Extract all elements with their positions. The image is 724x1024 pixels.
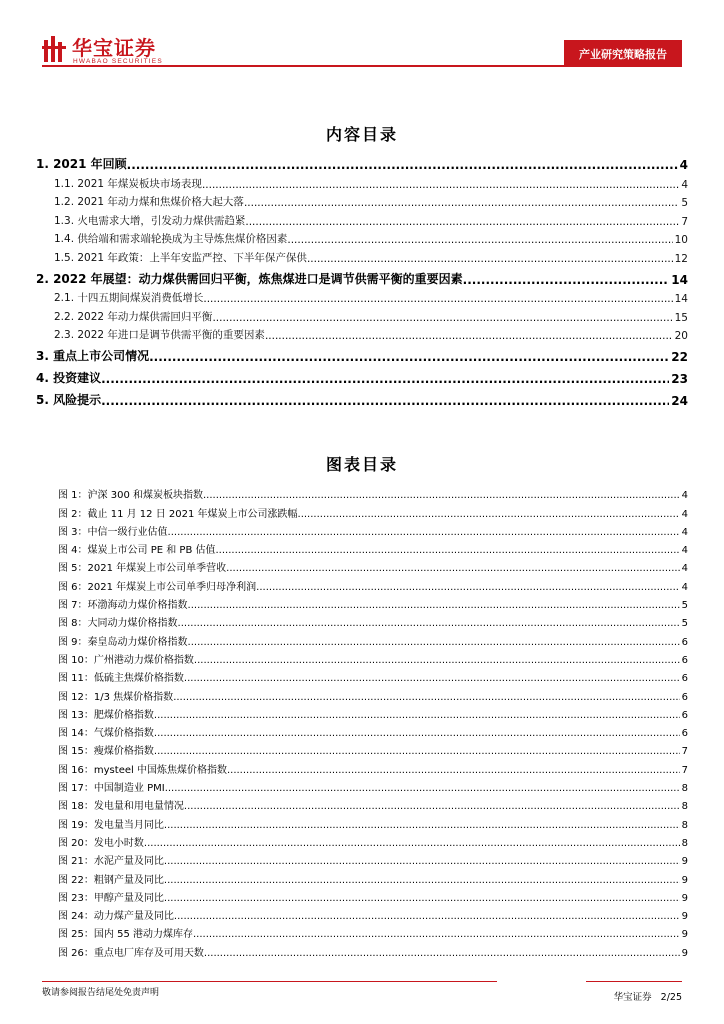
toc-leader-dots — [101, 394, 669, 408]
figure-entry-label: 图 24：动力煤产量及同比 — [58, 911, 174, 923]
figure-leader-dots — [203, 490, 680, 501]
toc-entry-label: 1.2. 2021 年动力煤和焦煤价格大起大落 — [54, 196, 244, 208]
toc-entry-label: 3. 重点上市公司情况 — [36, 349, 150, 363]
toc-entry[interactable] — [36, 172, 688, 191]
footer-disclaimer: 敬请参阅报告结尾处免责声明 — [42, 988, 160, 998]
figure-entry-page: 6 — [681, 636, 688, 648]
toc-entry[interactable] — [36, 386, 688, 408]
figure-entry-label: 图 20：发电小时数 — [58, 837, 144, 849]
figure-leader-dots — [144, 838, 680, 849]
figure-entry-page: 8 — [681, 819, 688, 831]
figure-entry[interactable] — [58, 922, 688, 940]
figure-leader-dots — [178, 618, 680, 629]
toc-leader-dots — [244, 197, 679, 209]
figure-leader-dots — [164, 856, 680, 867]
figure-leader-dots — [154, 710, 680, 721]
figure-entry-page: 9 — [681, 892, 688, 904]
toc-leader-dots — [287, 234, 672, 246]
figure-entry-page: 9 — [681, 874, 688, 886]
footer-company: 华宝证券 — [613, 992, 652, 1003]
figure-entry[interactable] — [58, 940, 688, 958]
toc-leader-dots — [245, 216, 679, 228]
footer-divider-right — [586, 981, 682, 982]
toc-leader-dots — [463, 273, 670, 287]
toc-leader-dots — [265, 330, 673, 342]
figure-entry-label: 图 11：低硫主焦煤价格指数 — [58, 673, 184, 685]
toc-entry-page: 15 — [674, 311, 688, 324]
figure-entry-label: 图 7：环渤海动力煤价格指数 — [58, 600, 188, 612]
logo-text-cn: 华宝证券 — [72, 36, 156, 60]
figure-entry-label: 图 15：瘦煤价格指数 — [58, 746, 154, 758]
toc-entry-label: 1.4. 供给端和需求端轮换成为主导炼焦煤价格因素 — [54, 233, 288, 245]
figure-entry[interactable] — [58, 556, 688, 574]
toc-leader-dots — [101, 372, 669, 386]
footer-divider-left — [42, 981, 497, 982]
figure-entry-label: 图 26：重点电厂库存及可用天数 — [58, 947, 204, 959]
figure-entry-page: 8 — [681, 783, 688, 795]
toc-entry-page: 5 — [681, 197, 688, 209]
figure-leader-dots — [226, 563, 679, 574]
figure-leader-dots — [173, 692, 679, 703]
figure-entry[interactable] — [58, 483, 688, 501]
toc-entry[interactable] — [36, 287, 688, 306]
toc-entry[interactable] — [36, 246, 688, 265]
toc-entry-label: 1.5. 2021 年政策：上半年安监严控、下半年保产保供 — [54, 251, 307, 264]
figure-leader-dots — [168, 527, 680, 538]
toc-entry-page: 4 — [681, 178, 688, 191]
figure-entry-page: 5 — [681, 600, 688, 612]
figure-leader-dots — [216, 545, 680, 556]
figure-entry-label: 图 21：水泥产量及同比 — [58, 856, 164, 868]
figure-entry[interactable] — [58, 520, 688, 538]
figure-leader-dots — [184, 673, 680, 684]
figure-entry-page: 6 — [681, 728, 688, 740]
figure-entry-label: 图 18：发电量和用电量情况 — [58, 801, 184, 813]
figure-entry-label: 图 2：截止 11 月 12 日 2021 年煤炭上市公司涨跌幅 — [58, 508, 298, 520]
toc-entry[interactable] — [36, 209, 688, 228]
figure-entry-page: 4 — [681, 526, 688, 538]
figure-entry-label: 图 10：广州港动力煤价格指数 — [58, 654, 194, 666]
toc-leader-dots — [307, 253, 673, 265]
figure-leader-dots — [184, 801, 680, 812]
figure-entry-page: 4 — [681, 508, 688, 520]
toc-entry[interactable] — [36, 342, 688, 364]
toc-entry-page: 4 — [679, 158, 688, 172]
footer-page-info — [608, 989, 682, 1003]
toc-entry-page: 20 — [674, 330, 688, 342]
logo-mark-icon — [42, 34, 68, 64]
figure-leader-dots — [188, 637, 680, 648]
report-type-tag: 产业研究策略报告 — [564, 40, 682, 67]
figure-entry[interactable] — [58, 831, 688, 849]
figure-entry-page: 6 — [681, 673, 688, 685]
figure-entry[interactable] — [58, 812, 688, 830]
figure-leader-dots — [194, 655, 680, 666]
figure-entry[interactable] — [58, 629, 688, 647]
figure-entry[interactable] — [58, 684, 688, 702]
toc-entry-page: 22 — [671, 350, 688, 364]
figure-leader-dots — [164, 875, 680, 886]
figure-entry-page: 9 — [681, 911, 688, 923]
figure-entry-page: 7 — [681, 764, 688, 776]
header-divider — [42, 65, 682, 67]
figure-entry[interactable] — [58, 721, 688, 739]
figure-leader-dots — [154, 728, 680, 739]
figure-entry[interactable] — [58, 593, 688, 611]
figure-entry[interactable] — [58, 574, 688, 592]
figure-leader-dots — [164, 893, 680, 904]
figure-entry-page: 9 — [681, 856, 688, 868]
toc-entry[interactable] — [36, 191, 688, 210]
page-number: 2/25 — [660, 992, 682, 1003]
figure-leader-dots — [154, 746, 680, 757]
figure-entry-page: 6 — [681, 709, 688, 721]
figure-entry-page: 4 — [681, 490, 688, 502]
figure-entry[interactable] — [58, 757, 688, 775]
figure-leader-dots — [204, 948, 680, 959]
toc-entry-page: 24 — [671, 394, 688, 408]
toc-entry-page: 7 — [681, 215, 688, 228]
figure-entry-label: 图 6：2021 年煤炭上市公司单季归母净利润 — [58, 581, 257, 593]
figure-entry[interactable] — [58, 611, 688, 629]
figure-entry-label: 图 12：1/3 焦煤价格指数 — [58, 691, 174, 703]
figure-entry-label: 图 1：沪深 300 和煤炭板块指数 — [58, 490, 203, 502]
figure-entry[interactable] — [58, 904, 688, 922]
toc-leader-dots — [127, 158, 678, 172]
toc-entry[interactable] — [36, 305, 688, 324]
toc-entry[interactable] — [36, 228, 688, 247]
figures-title: 图表目录 — [325, 455, 398, 474]
figure-entry[interactable] — [58, 648, 688, 666]
figure-entry-page: 4 — [681, 563, 688, 575]
figure-entry[interactable] — [58, 666, 688, 684]
figure-entry[interactable] — [58, 501, 688, 519]
figure-entry-label: 图 5：2021 年煤炭上市公司单季营收 — [58, 563, 227, 575]
figure-entry[interactable] — [58, 794, 688, 812]
figure-leader-dots — [174, 911, 680, 922]
figure-entry-label: 图 23：甲醇产量及同比 — [58, 892, 164, 904]
toc-entry-label: 1. 2021 年回顾 — [36, 157, 127, 171]
figure-entry-label: 图 13：肥煤价格指数 — [58, 709, 154, 721]
toc-entry-page: 14 — [674, 293, 688, 305]
figure-entry-label: 图 22：粗钢产量及同比 — [58, 874, 164, 886]
figure-entry[interactable] — [58, 867, 688, 885]
figure-entry-page: 9 — [681, 947, 688, 959]
toc-entry-label: 1.1. 2021 年煤炭板块市场表现 — [54, 177, 202, 190]
figure-leader-dots — [165, 783, 680, 794]
toc-entry-page: 14 — [671, 272, 688, 287]
toc-entry-page: 10 — [674, 234, 688, 246]
toc-entry-page: 12 — [674, 252, 688, 265]
figure-leader-dots — [298, 509, 680, 520]
figure-entry[interactable] — [58, 886, 688, 904]
figure-leader-dots — [188, 600, 680, 611]
figure-entry[interactable] — [58, 849, 688, 867]
figure-entry-label: 图 25：国内 55 港动力煤库存 — [58, 929, 193, 941]
figure-leader-dots — [193, 929, 680, 940]
figure-leader-dots — [256, 582, 679, 593]
toc-leader-dots — [149, 350, 669, 364]
toc-entry-label: 2. 2022 年展望：动力煤供需回归平衡，炼焦煤进口是调节供需平衡的重要因素 — [36, 271, 463, 286]
logo-text-en: HWABAO SECURITIES — [73, 58, 163, 65]
figure-entry-page: 8 — [681, 837, 688, 849]
toc-entry-label: 4. 投资建议 — [36, 371, 102, 385]
figure-entry-page: 5 — [681, 618, 688, 630]
toc-leader-dots — [203, 293, 672, 305]
figure-entry[interactable] — [58, 538, 688, 556]
figure-entry-label: 图 19：发电量当月同比 — [58, 819, 164, 831]
figure-entry-page: 8 — [681, 801, 688, 813]
toc-entry[interactable] — [36, 150, 688, 172]
toc-entry-page: 23 — [671, 372, 688, 386]
figure-leader-dots — [164, 820, 680, 831]
figure-entry-label: 图 3：中信一级行业估值 — [58, 526, 168, 538]
figure-entry-page: 7 — [681, 746, 688, 758]
toc-entry-label: 2.2. 2022 年动力煤供需回归平衡 — [54, 310, 213, 323]
toc-entry-label: 1.3. 火电需求大增，引发动力煤供需趋紧 — [54, 214, 246, 227]
toc-entry-label: 2.3. 2022 年进口是调节供需平衡的重要因素 — [54, 329, 265, 341]
figure-entry-page: 6 — [681, 691, 688, 703]
table-of-contents — [36, 150, 688, 408]
figure-entry-page: 4 — [681, 545, 688, 557]
toc-entry-label: 2.1. 十四五期间煤炭消费低增长 — [54, 292, 204, 304]
figure-entry-page: 6 — [681, 654, 688, 666]
figure-entry-label: 图 8：大同动力煤价格指数 — [58, 618, 178, 630]
figure-entry-label: 图 17：中国制造业 PMI — [58, 783, 165, 795]
figure-entry-label: 图 4：煤炭上市公司 PE 和 PB 估值 — [58, 545, 216, 557]
figure-leader-dots — [227, 765, 680, 776]
figure-entry-label: 图 14：气煤价格指数 — [58, 728, 154, 740]
toc-entry[interactable] — [36, 324, 688, 343]
toc-entry[interactable] — [36, 265, 688, 287]
figure-entry[interactable] — [58, 776, 688, 794]
figure-entry[interactable] — [58, 739, 688, 757]
toc-entry-label: 5. 风险提示 — [36, 393, 102, 407]
figure-list — [58, 483, 688, 959]
figure-entry-page: 4 — [681, 581, 688, 593]
toc-leader-dots — [202, 179, 679, 191]
figure-entry-page: 9 — [681, 929, 688, 941]
figure-entry-label: 图 16：mysteel 中国炼焦煤价格指数 — [58, 764, 227, 776]
toc-leader-dots — [212, 312, 672, 324]
toc-entry[interactable] — [36, 364, 688, 386]
figure-entry-label: 图 9：秦皇岛动力煤价格指数 — [58, 636, 188, 648]
toc-title: 内容目录 — [325, 125, 398, 144]
figure-entry[interactable] — [58, 703, 688, 721]
